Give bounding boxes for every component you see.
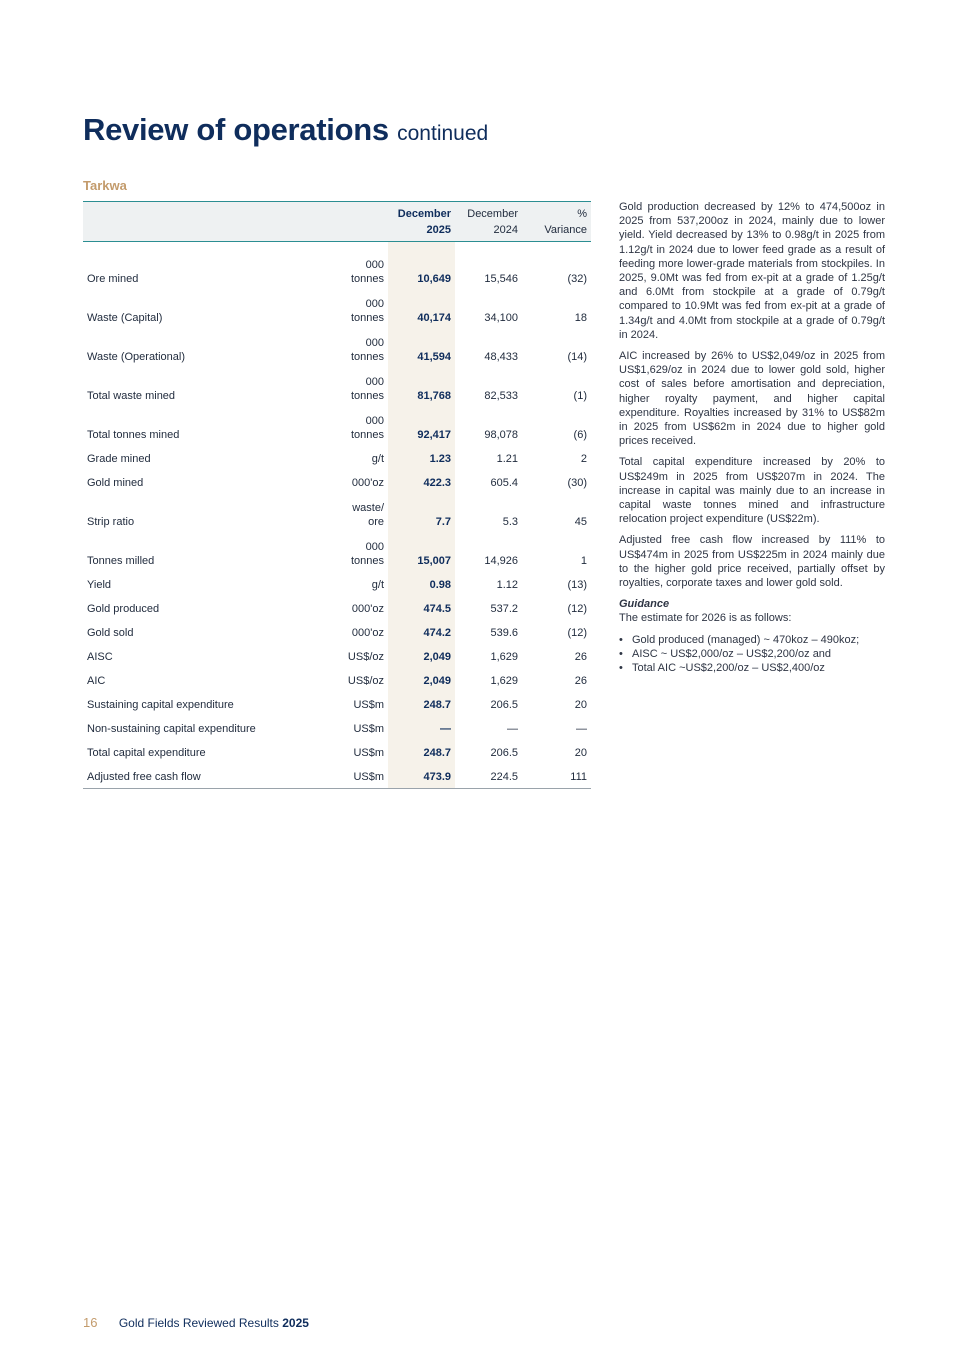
guidance-list <box>619 633 885 676</box>
value-variance: (1) <box>573 390 587 402</box>
footer <box>83 1315 309 1330</box>
row-label: Non-sustaining capital expenditure <box>87 723 256 735</box>
guidance-heading: Guidance <box>619 598 670 611</box>
value-variance: 1 <box>580 555 587 567</box>
table-row <box>83 692 591 716</box>
value-december-2024: 605.4 <box>490 477 518 489</box>
table-row <box>83 470 591 494</box>
row-unit: 000'oz <box>351 477 384 489</box>
table-row <box>83 242 591 291</box>
page-title-text: Review of operations <box>83 112 389 147</box>
value-variance: 20 <box>574 747 587 759</box>
value-december-2025: 92,417 <box>388 407 455 446</box>
value-variance: — <box>576 723 587 735</box>
value-variance: (6) <box>573 429 587 441</box>
operations-table <box>83 201 591 789</box>
value-december-2025: 10,649 <box>388 242 455 291</box>
value-december-2024: 82,533 <box>484 390 518 402</box>
value-variance: 18 <box>574 312 587 324</box>
commentary <box>619 200 885 675</box>
guidance-item: • AISC ~ US$2,000/oz – US$2,200/oz and <box>619 647 885 661</box>
value-variance: 2 <box>580 453 587 465</box>
section-heading: Tarkwa <box>83 178 127 193</box>
table-row <box>83 368 591 407</box>
row-label: Total tonnes mined <box>87 429 180 441</box>
row-unit: US$/oz <box>347 651 384 663</box>
value-december-2024: 15,546 <box>484 273 518 285</box>
guidance-item: • Gold produced (managed) ~ 470koz – 490koz; <box>619 633 885 647</box>
value-variance: (12) <box>567 627 587 639</box>
guidance-item: • Total AIC ~US$2,200/oz – US$2,400/oz <box>619 661 885 675</box>
value-december-2024: 48,433 <box>484 351 518 363</box>
row-unit: g/t <box>371 579 384 591</box>
table-row <box>83 596 591 620</box>
row-label: Adjusted free cash flow <box>83 764 333 789</box>
value-december-2024: 5.3 <box>502 516 518 528</box>
row-unit: 000 tonnes <box>350 415 384 441</box>
table-row <box>83 668 591 692</box>
row-label: Tonnes milled <box>87 555 155 567</box>
value-december-2024: 34,100 <box>484 312 518 324</box>
commentary-paragraph: Total capital expenditure increased by 20% to US$249m in 2025 from US$207m in 2024. The increase in capital was mainly due to an increase in capital waste tonnes mined and infrastructure relocation project expenditure (US$22m). <box>619 456 885 526</box>
value-december-2025: 81,768 <box>388 368 455 407</box>
value-variance: 111 <box>522 764 591 789</box>
row-label: Gold sold <box>87 627 134 639</box>
footer-text: Gold Fields Reviewed Results <box>118 1316 279 1330</box>
value-december-2024: 206.5 <box>490 747 518 759</box>
row-unit: 000'oz <box>351 627 384 639</box>
value-december-2024: 14,926 <box>484 555 518 567</box>
row-unit: 000 tonnes <box>350 541 384 567</box>
value-variance: 26 <box>574 675 587 687</box>
footer-year: 2025 <box>282 1316 309 1330</box>
page-number: 16 <box>83 1315 98 1330</box>
value-december-2025: 41,594 <box>388 329 455 368</box>
value-variance: (14) <box>567 351 587 363</box>
row-unit: US$m <box>353 747 384 759</box>
value-december-2024: 1.12 <box>496 579 518 591</box>
row-label: Ore mined <box>87 273 139 285</box>
value-december-2025: 2,049 <box>388 668 455 692</box>
row-label: Yield <box>87 579 112 591</box>
row-unit: US$m <box>353 699 384 711</box>
table-row <box>83 407 591 446</box>
row-label: Gold mined <box>87 477 144 489</box>
value-december-2024: 98,078 <box>484 429 518 441</box>
row-label: Sustaining capital expenditure <box>87 699 234 711</box>
row-unit: waste/ ore <box>352 502 384 528</box>
row-unit: 000 tonnes <box>350 298 384 324</box>
value-variance: 45 <box>574 516 587 528</box>
table-row <box>83 572 591 596</box>
header-december-2024: December 2024 <box>455 202 522 242</box>
row-unit: US$m <box>333 764 388 789</box>
value-december-2025: 248.7 <box>388 740 455 764</box>
value-december-2024: 537.2 <box>490 603 518 615</box>
value-december-2024: 1.21 <box>496 453 518 465</box>
value-variance: (30) <box>567 477 587 489</box>
value-december-2025: 0.98 <box>388 572 455 596</box>
row-unit: 000'oz <box>351 603 384 615</box>
value-december-2024: 1,629 <box>490 651 518 663</box>
page-title-continued: continued <box>397 122 489 145</box>
header-variance: % Variance <box>522 202 591 242</box>
header-label <box>83 202 333 242</box>
table-body <box>83 242 591 789</box>
table-header-row <box>83 202 591 242</box>
row-label: Waste (Capital) <box>87 312 163 324</box>
row-label: AISC <box>87 651 113 663</box>
commentary-paragraph: Adjusted free cash flow increased by 111% to US$474m in 2025 from US$225m in 2024 mainly due to the higher gold price received, partially offset by royalties, corporate taxes and lower gold sold. <box>619 534 885 590</box>
commentary-paragraph: Gold production decreased by 12% to 474,500oz in 2025 from 537,200oz in 2024, mainly due to lower yield. Yield decreased by 13% to 0.98g/t in 2025 from 1.12g/t in 2024 due to lower feed grade as a result of feeding more lower-grade materials from stockpiles. In 2025, 9.0Mt was fed from ex-pit at a grade of 1.25g/t and 6.0Mt from stockpile at a grade of 0.79g/t compared to 10.9Mt was fed from ex-pit at a grade of 1.34g/t and 4.0Mt from stockpile at a grade of 0.79g/t in 2024. <box>619 201 885 341</box>
value-december-2025: 2,049 <box>388 644 455 668</box>
row-label: Strip ratio <box>87 516 135 528</box>
value-variance: (13) <box>567 579 587 591</box>
value-december-2024: 206.5 <box>490 699 518 711</box>
value-december-2025: 1.23 <box>388 446 455 470</box>
value-december-2024: 539.6 <box>490 627 518 639</box>
row-label: Total waste mined <box>87 390 176 402</box>
value-december-2024: — <box>507 723 518 735</box>
guidance-intro: The estimate for 2026 is as follows: <box>619 612 792 625</box>
table-row <box>83 764 591 789</box>
header-december-2025: December 2025 <box>388 202 455 242</box>
table-row <box>83 740 591 764</box>
value-december-2025: 7.7 <box>388 494 455 533</box>
row-unit: 000 tonnes <box>350 337 384 363</box>
row-unit: g/t <box>371 453 384 465</box>
value-december-2025: — <box>388 716 455 740</box>
value-december-2025: 473.9 <box>388 764 455 789</box>
table-row <box>83 620 591 644</box>
header-unit <box>333 202 388 242</box>
row-label: Gold produced <box>87 603 160 615</box>
value-december-2025: 474.5 <box>388 596 455 620</box>
value-variance: (12) <box>567 603 587 615</box>
row-label: Waste (Operational) <box>87 351 186 363</box>
table-row <box>83 446 591 470</box>
row-unit: 000 tonnes <box>350 376 384 402</box>
row-label: Grade mined <box>87 453 151 465</box>
table-row <box>83 716 591 740</box>
value-december-2025: 248.7 <box>388 692 455 716</box>
value-variance: 26 <box>574 651 587 663</box>
value-december-2025: 422.3 <box>388 470 455 494</box>
value-variance: (32) <box>567 273 587 285</box>
table-row <box>83 533 591 572</box>
value-december-2025: 474.2 <box>388 620 455 644</box>
value-variance: 20 <box>574 699 587 711</box>
commentary-paragraph: AIC increased by 26% to US$2,049/oz in 2025 from US$1,629/oz in 2024 due to lower gold sold, higher cost of sales before amortisation and depreciation, higher royalty payment, and higher capital expenditure. Royalties increased by 31% to US$82m in 2025 from US$62m in 2024 due to higher gold prices received. <box>619 350 885 448</box>
table-row <box>83 494 591 533</box>
row-unit: US$/oz <box>347 675 384 687</box>
value-december-2024: 224.5 <box>455 764 522 789</box>
row-unit: US$m <box>353 723 384 735</box>
value-december-2024: 1,629 <box>490 675 518 687</box>
table-row <box>83 644 591 668</box>
table-row <box>83 290 591 329</box>
row-label: Total capital expenditure <box>87 747 206 759</box>
row-label: AIC <box>87 675 106 687</box>
table-row <box>83 329 591 368</box>
row-unit: 000 tonnes <box>350 259 384 285</box>
page-title <box>83 112 488 148</box>
value-december-2025: 15,007 <box>388 533 455 572</box>
value-december-2025: 40,174 <box>388 290 455 329</box>
